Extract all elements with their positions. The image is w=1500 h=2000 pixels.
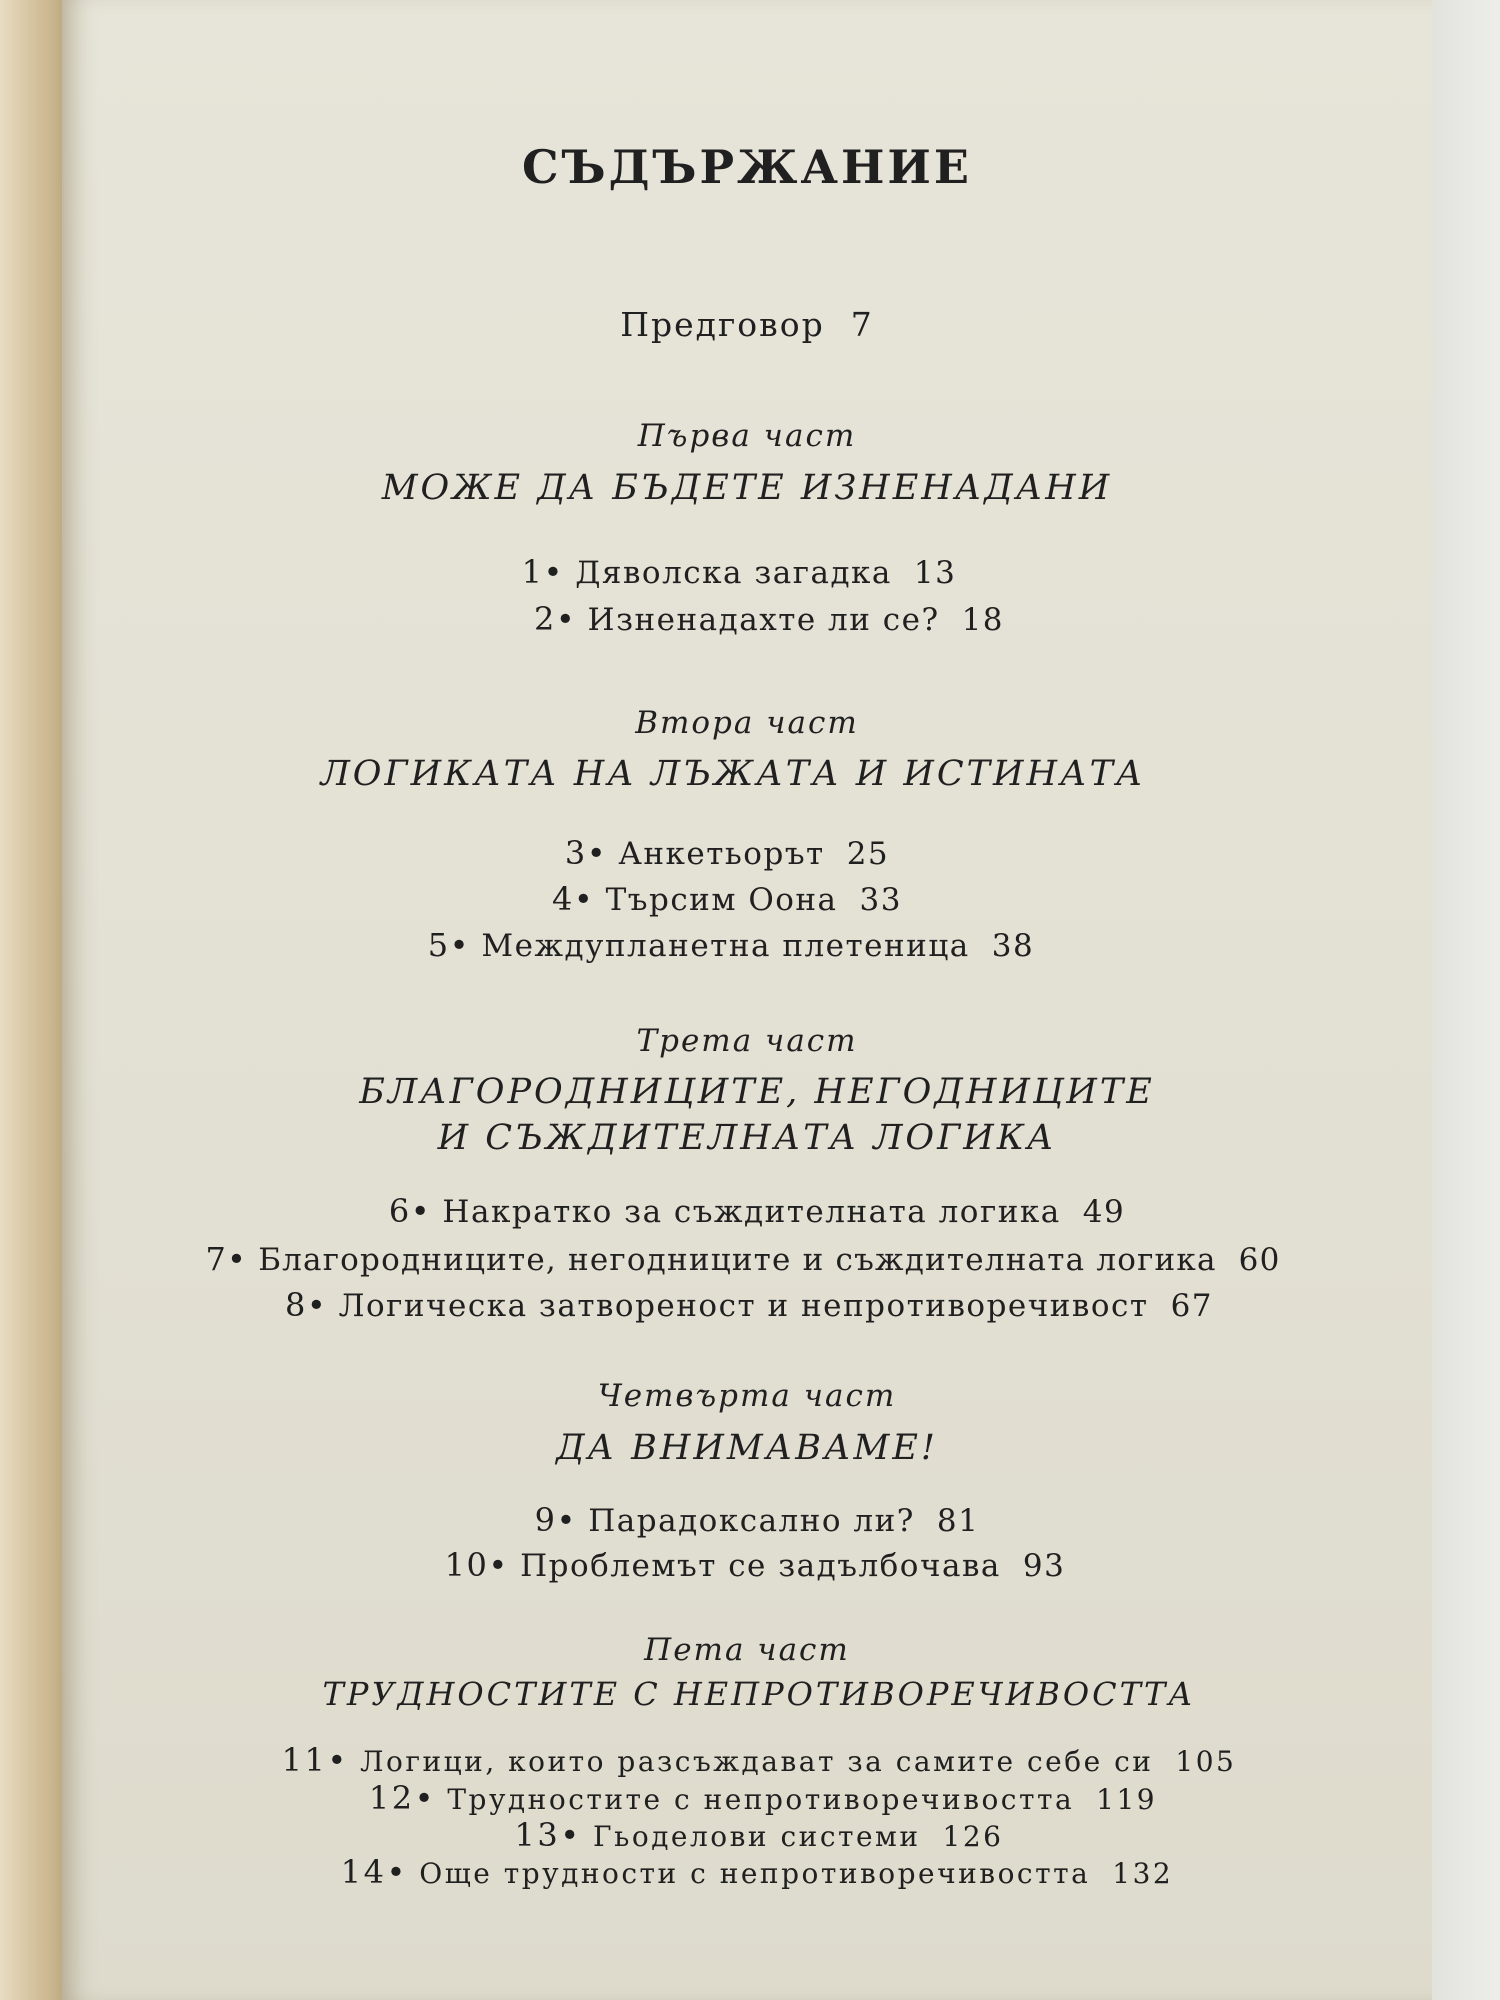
part-2-title: ЛОГИКАТА НА ЛЪЖАТА И ИСТИНАТА bbox=[320, 754, 1146, 794]
chapter-page: 105 bbox=[1175, 1745, 1237, 1778]
chapter-page: 119 bbox=[1096, 1783, 1158, 1816]
chapter-title: Дяволска загадка bbox=[575, 555, 892, 591]
chapter-number: 12• bbox=[368, 1779, 436, 1817]
chapter-number: 11• bbox=[281, 1741, 349, 1779]
part-2-label: Втора част bbox=[635, 705, 859, 741]
part-1-label: Първа част bbox=[637, 418, 857, 454]
chapter-number: 10• bbox=[444, 1546, 509, 1584]
chapter-title: Търсим Оона bbox=[605, 882, 838, 918]
chapter-page: 67 bbox=[1170, 1288, 1214, 1324]
chapter-entry bbox=[64, 1286, 1434, 1324]
chapter-number: 1• bbox=[521, 553, 564, 591]
chapter-title: Накратко за съждителната логика bbox=[442, 1194, 1061, 1230]
chapter-number: 3• bbox=[564, 834, 608, 872]
chapter-entry bbox=[70, 1546, 1440, 1584]
chapter-title: Логици, които разсъждават за самите себе си bbox=[360, 1745, 1154, 1778]
chapter-page: 93 bbox=[1022, 1548, 1066, 1584]
chapter-entry bbox=[74, 1816, 1444, 1854]
chapter-number: 8• bbox=[284, 1286, 328, 1324]
part-3-title-line-2: И СЪЖДИТЕЛНАТА ЛОГИКА bbox=[437, 1118, 1057, 1158]
preface-label: Предговор bbox=[620, 305, 825, 344]
chapter-page: 18 bbox=[961, 602, 1005, 638]
chapter-title: Логическа затвореност и непротиворечивост bbox=[338, 1288, 1149, 1324]
chapter-entry bbox=[58, 1240, 1428, 1278]
chapter-page: 132 bbox=[1112, 1857, 1174, 1890]
chapter-page: 13 bbox=[913, 555, 957, 591]
chapter-number: 4• bbox=[551, 880, 595, 918]
chapter-number: 14• bbox=[340, 1853, 408, 1891]
chapter-title: Парадоксално ли? bbox=[588, 1503, 915, 1539]
chapter-number: 5• bbox=[427, 926, 471, 964]
chapter-page: 126 bbox=[942, 1820, 1004, 1853]
chapter-entry bbox=[78, 1779, 1448, 1817]
part-3-title-line-1: БЛАГОРОДНИЦИТЕ, НЕГОДНИЦИТЕ bbox=[359, 1072, 1155, 1112]
chapter-title: Гьоделови системи bbox=[593, 1820, 921, 1853]
chapter-page: 49 bbox=[1082, 1194, 1126, 1230]
chapter-entry bbox=[72, 1192, 1442, 1230]
chapter-entry bbox=[84, 600, 1454, 638]
part-5-label: Пета част bbox=[644, 1632, 850, 1668]
chapter-entry bbox=[54, 553, 1424, 591]
chapter-number: 2• bbox=[533, 600, 577, 638]
chapter-page: 33 bbox=[859, 882, 902, 918]
chapter-entry bbox=[72, 1853, 1442, 1891]
book-page bbox=[62, 0, 1432, 2000]
chapter-number: 7• bbox=[205, 1240, 248, 1278]
book-spine-shadow bbox=[0, 0, 70, 2000]
table-of-contents bbox=[62, 0, 1432, 2000]
chapter-entry bbox=[42, 880, 1412, 918]
chapter-page: 81 bbox=[936, 1503, 980, 1539]
part-3-label: Трета част bbox=[636, 1023, 858, 1059]
preface-page: 7 bbox=[850, 305, 874, 344]
part-1-title: МОЖЕ ДА БЪДЕТЕ ИЗНЕНАДАНИ bbox=[381, 468, 1113, 508]
chapter-entry bbox=[46, 926, 1416, 964]
chapter-title: Междупланетна плетеница bbox=[481, 928, 970, 964]
chapter-title: Анкетьорът bbox=[618, 836, 825, 872]
chapter-number: 9• bbox=[534, 1501, 577, 1539]
chapter-number: 13• bbox=[514, 1816, 582, 1854]
part-4-label: Четвърта част bbox=[597, 1378, 897, 1414]
chapter-title: Проблемът се задълбочава bbox=[520, 1548, 1001, 1584]
chapter-entry bbox=[72, 1501, 1442, 1539]
part-4-title: ДА ВНИМАВАМЕ! bbox=[556, 1428, 938, 1468]
chapter-entry bbox=[74, 1741, 1444, 1779]
chapter-title: Още трудности с непротиворечивостта bbox=[419, 1857, 1091, 1890]
chapter-page: 25 bbox=[846, 836, 890, 872]
chapter-page: 60 bbox=[1238, 1242, 1281, 1278]
chapter-title: Благородниците, негодниците и съждителната логика bbox=[258, 1242, 1217, 1278]
page-title: СЪДЪРЖАНИЕ bbox=[522, 140, 972, 194]
chapter-number: 6• bbox=[388, 1192, 432, 1230]
chapter-entry bbox=[42, 834, 1412, 872]
chapter-page: 38 bbox=[991, 928, 1035, 964]
part-5-title: ТРУДНОСТИТЕ С НЕПРОТИВОРЕЧИВОСТТА bbox=[322, 1675, 1196, 1713]
chapter-title: Трудностите с непротиворечивостта bbox=[447, 1783, 1075, 1816]
preface-entry bbox=[62, 305, 1432, 344]
chapter-title: Изненадахте ли се? bbox=[587, 602, 940, 638]
